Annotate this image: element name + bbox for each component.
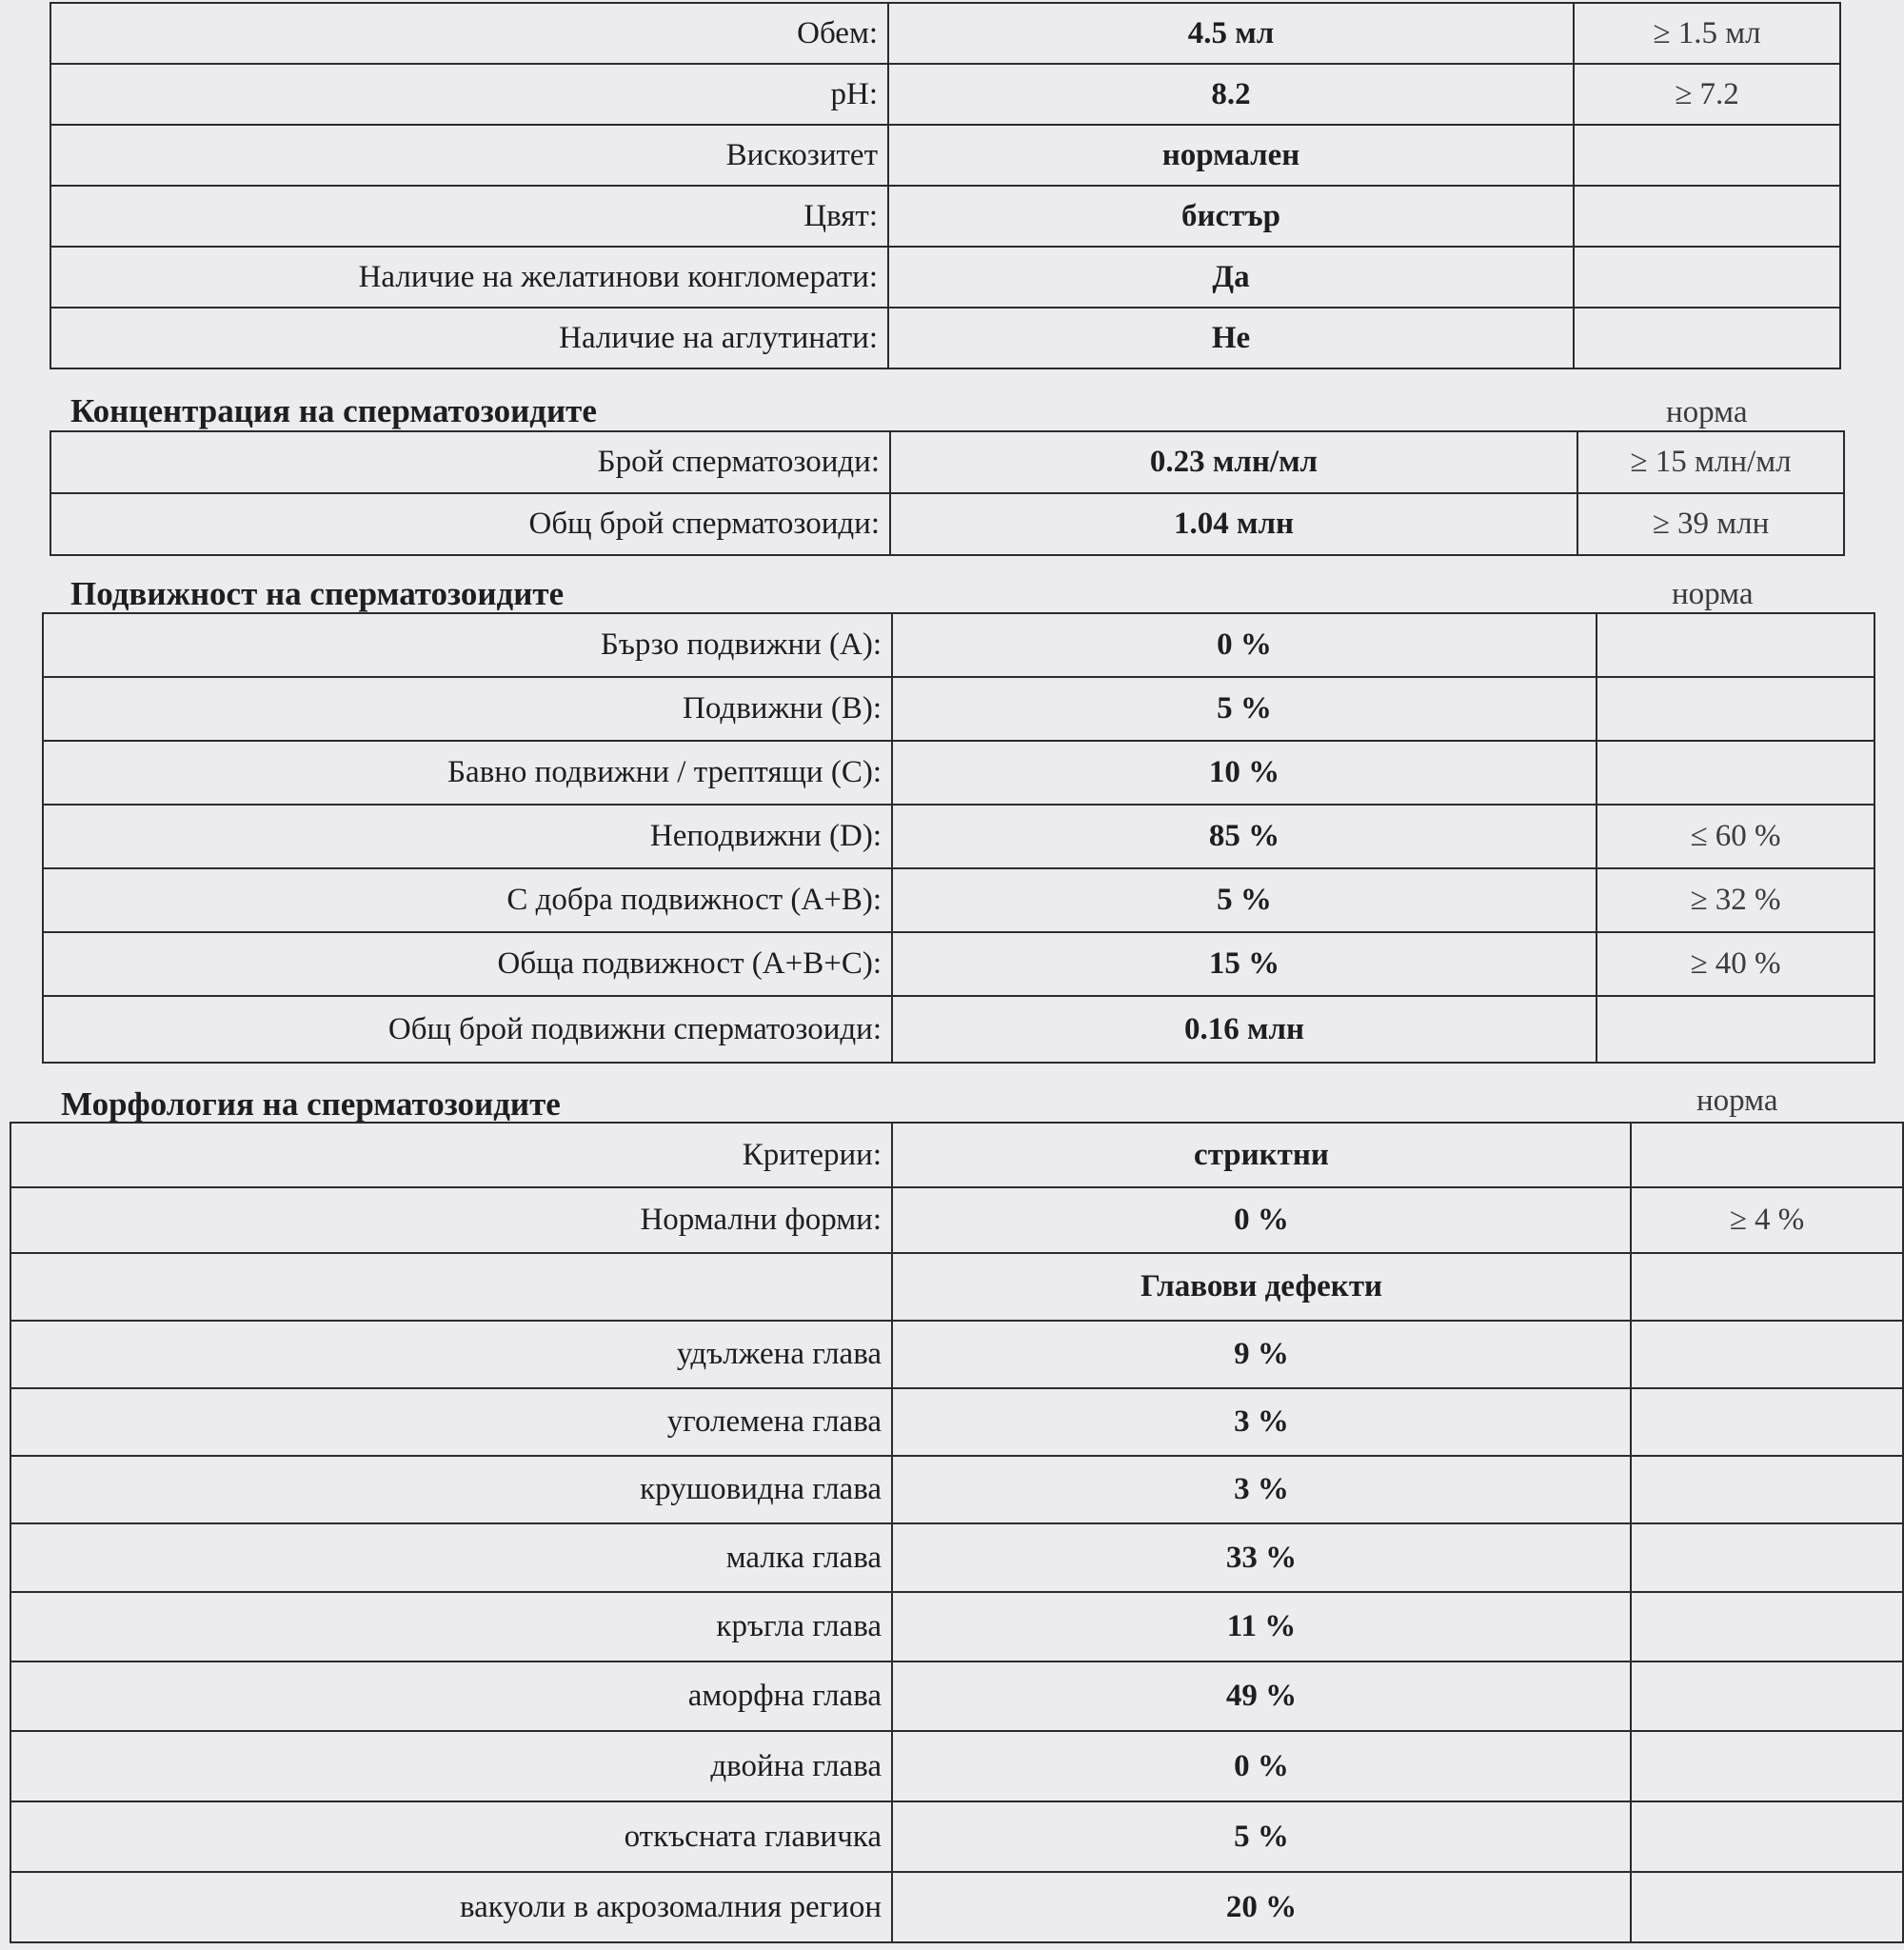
amorphous-head-norm bbox=[1631, 1661, 1903, 1731]
volume-value: 4.5 мл bbox=[888, 3, 1574, 64]
table-row bbox=[43, 932, 1874, 996]
table-row bbox=[43, 741, 1874, 805]
motility-norm-header: норма bbox=[1672, 577, 1754, 611]
table-row bbox=[50, 125, 1840, 186]
gelatinous-conglomerates-label: Наличие на желатинови конгломерати: bbox=[50, 247, 888, 308]
gelatinous-conglomerates-value: Да bbox=[888, 247, 1574, 308]
ph-value: 8.2 bbox=[888, 64, 1574, 125]
table-row bbox=[43, 677, 1874, 741]
table-row bbox=[43, 613, 1874, 677]
table-row bbox=[50, 186, 1840, 247]
small-head-label: малка глава bbox=[10, 1523, 892, 1592]
amorphous-head-label: аморфна глава bbox=[10, 1661, 892, 1731]
rapid-motile-a-value: 0 % bbox=[892, 613, 1597, 677]
table-row bbox=[50, 3, 1840, 64]
table-row bbox=[50, 64, 1840, 125]
rapid-motile-a-label: Бързо подвижни (A): bbox=[43, 613, 892, 677]
table-row bbox=[43, 868, 1874, 932]
agglutinates-label: Наличие на аглутинати: bbox=[50, 308, 888, 368]
enlarged-head-norm bbox=[1631, 1388, 1903, 1456]
table-row bbox=[10, 1388, 1903, 1456]
total-motile-count-value: 0.16 млн bbox=[892, 996, 1597, 1063]
table-row bbox=[50, 247, 1840, 308]
gelatinous-conglomerates-norm bbox=[1574, 247, 1840, 308]
total-motile-count-label: Общ брой подвижни сперматозоиди: bbox=[43, 996, 892, 1063]
sperm-count-norm: ≥ 15 млн/мл bbox=[1577, 431, 1844, 493]
progressive-ab-norm: ≥ 32 % bbox=[1597, 868, 1874, 932]
double-head-value: 0 % bbox=[892, 1731, 1631, 1801]
motile-b-norm bbox=[1597, 677, 1874, 741]
table-row bbox=[10, 1456, 1903, 1523]
color-label: Цвят: bbox=[50, 186, 888, 247]
immotile-d-value: 85 % bbox=[892, 805, 1597, 868]
morphology-heading: Морфология на сперматозоидите bbox=[61, 1085, 561, 1123]
total-motility-abc-norm: ≥ 40 % bbox=[1597, 932, 1874, 996]
volume-label: Обем: bbox=[50, 3, 888, 64]
enlarged-head-value: 3 % bbox=[892, 1388, 1631, 1456]
round-head-norm bbox=[1631, 1592, 1903, 1661]
table-row bbox=[43, 805, 1874, 868]
table-row bbox=[10, 1321, 1903, 1388]
criteria-label: Критерии: bbox=[10, 1123, 892, 1187]
elongated-head-label: удължена глава bbox=[10, 1321, 892, 1388]
table-row bbox=[10, 1523, 1903, 1592]
head-defects-norm-cell bbox=[1631, 1253, 1903, 1321]
total-sperm-count-label: Общ брой сперматозоиди: bbox=[50, 493, 890, 555]
normal-forms-value: 0 % bbox=[892, 1187, 1631, 1253]
detached-head-norm bbox=[1631, 1801, 1903, 1872]
table-row bbox=[50, 308, 1840, 368]
double-head-label: двойна глава bbox=[10, 1731, 892, 1801]
viscosity-value: нормален bbox=[888, 125, 1574, 186]
motile-b-value: 5 % bbox=[892, 677, 1597, 741]
morphology-norm-header: норма bbox=[1696, 1084, 1778, 1118]
sperm-count-value: 0.23 млн/мл bbox=[890, 431, 1577, 493]
immotile-d-norm: ≤ 60 % bbox=[1597, 805, 1874, 868]
total-motility-abc-value: 15 % bbox=[892, 932, 1597, 996]
viscosity-norm bbox=[1574, 125, 1840, 186]
elongated-head-norm bbox=[1631, 1321, 1903, 1388]
concentration-norm-header: норма bbox=[1666, 395, 1748, 429]
acrosomal-vacuoles-label: вакуоли в акрозомалния регион bbox=[10, 1872, 892, 1942]
general-parameters-table bbox=[50, 2, 1841, 369]
double-head-norm bbox=[1631, 1731, 1903, 1801]
amorphous-head-value: 49 % bbox=[892, 1661, 1631, 1731]
total-sperm-count-value: 1.04 млн bbox=[890, 493, 1577, 555]
criteria-value: стриктни bbox=[892, 1123, 1631, 1187]
table-row bbox=[50, 431, 1844, 493]
pyriform-head-norm bbox=[1631, 1456, 1903, 1523]
slow-motile-c-label: Бавно подвижни / трептящи (C): bbox=[43, 741, 892, 805]
table-row bbox=[10, 1253, 1903, 1321]
total-motility-abc-label: Обща подвижност (A+B+C): bbox=[43, 932, 892, 996]
immotile-d-label: Неподвижни (D): bbox=[43, 805, 892, 868]
progressive-ab-value: 5 % bbox=[892, 868, 1597, 932]
color-value: бистър bbox=[888, 186, 1574, 247]
normal-forms-label: Нормални форми: bbox=[10, 1187, 892, 1253]
table-row bbox=[10, 1731, 1903, 1801]
total-motile-count-norm bbox=[1597, 996, 1874, 1063]
ph-norm: ≥ 7.2 bbox=[1574, 64, 1840, 125]
table-row bbox=[43, 996, 1874, 1063]
concentration-table bbox=[50, 430, 1845, 556]
table-row bbox=[10, 1187, 1903, 1253]
progressive-ab-label: С добра подвижност (A+B): bbox=[43, 868, 892, 932]
criteria-norm bbox=[1631, 1123, 1903, 1187]
pyriform-head-label: крушовидна глава bbox=[10, 1456, 892, 1523]
viscosity-label: Вискозитет bbox=[50, 125, 888, 186]
head-defects-subheader: Главови дефекти bbox=[892, 1253, 1631, 1321]
head-defects-empty-cell bbox=[10, 1253, 892, 1321]
motile-b-label: Подвижни (B): bbox=[43, 677, 892, 741]
small-head-value: 33 % bbox=[892, 1523, 1631, 1592]
volume-norm: ≥ 1.5 мл bbox=[1574, 3, 1840, 64]
detached-head-label: откъсната главичка bbox=[10, 1801, 892, 1872]
acrosomal-vacuoles-value: 20 % bbox=[892, 1872, 1631, 1942]
ph-label: pH: bbox=[50, 64, 888, 125]
enlarged-head-label: уголемена глава bbox=[10, 1388, 892, 1456]
table-row bbox=[10, 1801, 1903, 1872]
table-row bbox=[10, 1661, 1903, 1731]
slow-motile-c-value: 10 % bbox=[892, 741, 1597, 805]
table-row bbox=[10, 1123, 1903, 1187]
motility-table bbox=[42, 612, 1875, 1064]
color-norm bbox=[1574, 186, 1840, 247]
total-sperm-count-norm: ≥ 39 млн bbox=[1577, 493, 1844, 555]
round-head-label: кръгла глава bbox=[10, 1592, 892, 1661]
table-row bbox=[50, 493, 1844, 555]
motility-heading: Подвижност на сперматозоидите bbox=[70, 575, 565, 612]
sperm-count-label: Брой сперматозоиди: bbox=[50, 431, 890, 493]
acrosomal-vacuoles-norm bbox=[1631, 1872, 1903, 1942]
concentration-heading: Концентрация на сперматозоидите bbox=[70, 392, 597, 429]
table-row bbox=[10, 1592, 1903, 1661]
slow-motile-c-norm bbox=[1597, 741, 1874, 805]
morphology-table bbox=[10, 1122, 1904, 1943]
agglutinates-value: Не bbox=[888, 308, 1574, 368]
normal-forms-norm: ≥ 4 % bbox=[1631, 1187, 1903, 1253]
detached-head-value: 5 % bbox=[892, 1801, 1631, 1872]
small-head-norm bbox=[1631, 1523, 1903, 1592]
agglutinates-norm bbox=[1574, 308, 1840, 368]
elongated-head-value: 9 % bbox=[892, 1321, 1631, 1388]
table-row bbox=[10, 1872, 1903, 1942]
round-head-value: 11 % bbox=[892, 1592, 1631, 1661]
rapid-motile-a-norm bbox=[1597, 613, 1874, 677]
pyriform-head-value: 3 % bbox=[892, 1456, 1631, 1523]
